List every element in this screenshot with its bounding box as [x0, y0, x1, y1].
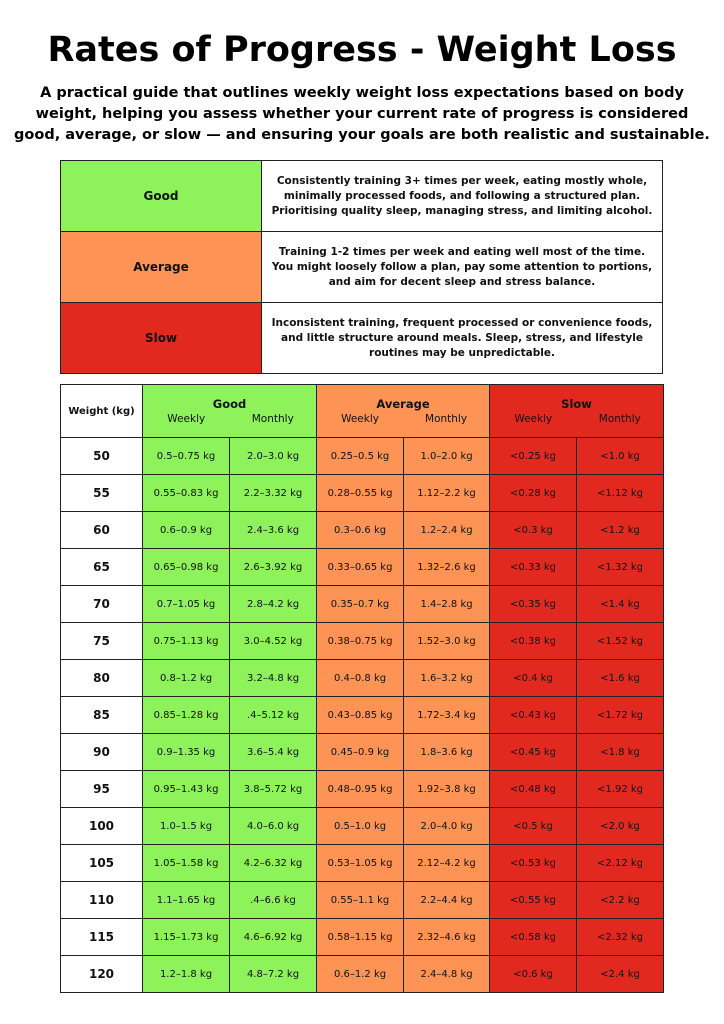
good-monthly-cell: 3.0–4.52 kg	[230, 623, 317, 660]
average-weekly-cell: 0.25–0.5 kg	[317, 438, 404, 475]
good-weekly-cell: 1.2–1.8 kg	[143, 956, 230, 993]
slow-monthly-cell: <1.2 kg	[577, 512, 664, 549]
average-monthly-cell: 1.52–3.0 kg	[404, 623, 490, 660]
good-weekly-cell: 0.95–1.43 kg	[143, 771, 230, 808]
average-weekly-cell: 0.6–1.2 kg	[317, 956, 404, 993]
slow-weekly-cell: <0.35 kg	[490, 586, 577, 623]
average-monthly-cell: 2.12–4.2 kg	[404, 845, 490, 882]
table-row	[61, 845, 664, 882]
table-row	[61, 919, 664, 956]
slow-weekly-cell: <0.3 kg	[490, 512, 577, 549]
average-weekly-cell: 0.3–0.6 kg	[317, 512, 404, 549]
weight-cell: 105	[61, 845, 143, 882]
legend-row-good	[61, 161, 663, 232]
table-row	[61, 623, 664, 660]
good-weekly-cell: 0.85–1.28 kg	[143, 697, 230, 734]
good-group-label: Good	[212, 397, 247, 411]
average-weekly-cell: 0.45–0.9 kg	[317, 734, 404, 771]
table-row	[61, 882, 664, 919]
good-weekly-cell: 0.65–0.98 kg	[143, 549, 230, 586]
good-monthly-cell: 4.8–7.2 kg	[230, 956, 317, 993]
good-weekly-cell: 0.5–0.75 kg	[143, 438, 230, 475]
average-weekly-cell: 0.28–0.55 kg	[317, 475, 404, 512]
weight-cell: 75	[61, 623, 143, 660]
average-monthly-cell: 2.0–4.0 kg	[404, 808, 490, 845]
average-monthly-cell: 1.92–3.8 kg	[404, 771, 490, 808]
weight-column-header: Weight (kg)	[61, 385, 143, 438]
average-monthly-cell: 1.8–3.6 kg	[404, 734, 490, 771]
average-weekly-cell: 0.33–0.65 kg	[317, 549, 404, 586]
good-monthly-cell: 3.2–4.8 kg	[230, 660, 317, 697]
slow-weekly-label: Weekly	[514, 413, 553, 425]
slow-monthly-cell: <2.32 kg	[577, 919, 664, 956]
rates-table-body	[61, 438, 664, 993]
slow-monthly-cell: <1.32 kg	[577, 549, 664, 586]
slow-weekly-cell: <0.28 kg	[490, 475, 577, 512]
average-column-header	[317, 385, 490, 438]
good-weekly-cell: 1.1–1.65 kg	[143, 882, 230, 919]
average-weekly-cell: 0.43–0.85 kg	[317, 697, 404, 734]
good-weekly-cell: 0.9–1.35 kg	[143, 734, 230, 771]
table-row	[61, 475, 664, 512]
legend-level-good: Good	[61, 161, 262, 232]
legend-row-slow	[61, 303, 663, 374]
average-monthly-cell: 2.4–4.8 kg	[404, 956, 490, 993]
weight-cell: 90	[61, 734, 143, 771]
average-monthly-cell: 1.72–3.4 kg	[404, 697, 490, 734]
legend-level-average: Average	[61, 232, 262, 303]
average-monthly-cell: 1.0–2.0 kg	[404, 438, 490, 475]
table-row	[61, 956, 664, 993]
average-weekly-cell: 0.58–1.15 kg	[317, 919, 404, 956]
slow-weekly-cell: <0.45 kg	[490, 734, 577, 771]
average-weekly-cell: 0.4–0.8 kg	[317, 660, 404, 697]
weight-cell: 55	[61, 475, 143, 512]
weight-cell: 115	[61, 919, 143, 956]
slow-weekly-cell: <0.53 kg	[490, 845, 577, 882]
good-monthly-cell: 4.0–6.0 kg	[230, 808, 317, 845]
slow-weekly-cell: <0.6 kg	[490, 956, 577, 993]
weight-cell: 85	[61, 697, 143, 734]
weight-cell: 100	[61, 808, 143, 845]
good-weekly-cell: 1.05–1.58 kg	[143, 845, 230, 882]
slow-monthly-cell: <1.6 kg	[577, 660, 664, 697]
weight-cell: 50	[61, 438, 143, 475]
slow-monthly-cell: <2.12 kg	[577, 845, 664, 882]
slow-weekly-cell: <0.5 kg	[490, 808, 577, 845]
slow-monthly-cell: <1.92 kg	[577, 771, 664, 808]
slow-monthly-cell: <1.72 kg	[577, 697, 664, 734]
legend-description-average: Training 1-2 times per week and eating well most of the time. You might loosely follow a plan, pay some attention to portions, and aim for decent sleep and stress balance.	[262, 232, 663, 303]
rates-header-row	[61, 385, 664, 438]
average-weekly-cell: 0.53–1.05 kg	[317, 845, 404, 882]
average-group-label: Average	[376, 397, 430, 411]
weight-cell: 95	[61, 771, 143, 808]
good-weekly-cell: 0.6–0.9 kg	[143, 512, 230, 549]
average-weekly-cell: 0.35–0.7 kg	[317, 586, 404, 623]
slow-monthly-cell: <2.4 kg	[577, 956, 664, 993]
good-weekly-cell: 0.7–1.05 kg	[143, 586, 230, 623]
table-row	[61, 512, 664, 549]
good-monthly-cell: 3.8–5.72 kg	[230, 771, 317, 808]
good-monthly-cell: 2.4–3.6 kg	[230, 512, 317, 549]
slow-monthly-cell: <1.0 kg	[577, 438, 664, 475]
legend-table	[60, 160, 663, 374]
good-weekly-cell: 1.15–1.73 kg	[143, 919, 230, 956]
rates-table	[60, 384, 664, 993]
table-row	[61, 734, 664, 771]
table-row	[61, 771, 664, 808]
good-monthly-cell: 4.6–6.92 kg	[230, 919, 317, 956]
page-title: Rates of Progress - Weight Loss	[47, 30, 677, 70]
table-row	[61, 549, 664, 586]
weight-cell: 65	[61, 549, 143, 586]
table-row	[61, 697, 664, 734]
good-monthly-cell: 2.0–3.0 kg	[230, 438, 317, 475]
average-monthly-cell: 1.32–2.6 kg	[404, 549, 490, 586]
legend-level-slow: Slow	[61, 303, 262, 374]
slow-weekly-cell: <0.48 kg	[490, 771, 577, 808]
table-row	[61, 660, 664, 697]
average-weekly-cell: 0.48–0.95 kg	[317, 771, 404, 808]
slow-monthly-cell: <1.12 kg	[577, 475, 664, 512]
slow-column-header	[490, 385, 664, 438]
page-subtitle: A practical guide that outlines weekly weight loss expectations based on body weight, helping you assess whether your current rate of progress is considered good, average, or slow — and ensuring your goals are both realistic and sustainable.	[14, 85, 710, 143]
slow-group-label: Slow	[561, 397, 592, 411]
good-monthly-cell: 3.6–5.4 kg	[230, 734, 317, 771]
weight-cell: 70	[61, 586, 143, 623]
legend-row-average	[61, 232, 663, 303]
slow-monthly-cell: <1.4 kg	[577, 586, 664, 623]
slow-weekly-cell: <0.4 kg	[490, 660, 577, 697]
table-row	[61, 808, 664, 845]
good-weekly-cell: 0.75–1.13 kg	[143, 623, 230, 660]
average-monthly-cell: 1.6–3.2 kg	[404, 660, 490, 697]
slow-monthly-label: Monthly	[598, 413, 641, 425]
slow-weekly-cell: <0.55 kg	[490, 882, 577, 919]
slow-monthly-cell: <1.52 kg	[577, 623, 664, 660]
slow-weekly-cell: <0.58 kg	[490, 919, 577, 956]
weight-cell: 60	[61, 512, 143, 549]
table-row	[61, 438, 664, 475]
slow-weekly-cell: <0.43 kg	[490, 697, 577, 734]
slow-weekly-cell: <0.38 kg	[490, 623, 577, 660]
good-column-header	[143, 385, 317, 438]
slow-monthly-cell: <2.2 kg	[577, 882, 664, 919]
good-weekly-label: Weekly	[167, 413, 206, 425]
average-weekly-cell: 0.5–1.0 kg	[317, 808, 404, 845]
good-monthly-cell: .4–6.6 kg	[230, 882, 317, 919]
average-monthly-cell: 1.2–2.4 kg	[404, 512, 490, 549]
weight-cell: 120	[61, 956, 143, 993]
good-monthly-cell: 2.2–3.32 kg	[230, 475, 317, 512]
average-weekly-cell: 0.55–1.1 kg	[317, 882, 404, 919]
average-weekly-label: Weekly	[341, 413, 379, 425]
good-weekly-cell: 0.8–1.2 kg	[143, 660, 230, 697]
slow-monthly-cell: <2.0 kg	[577, 808, 664, 845]
average-weekly-cell: 0.38–0.75 kg	[317, 623, 404, 660]
good-monthly-cell: 4.2–6.32 kg	[230, 845, 317, 882]
good-monthly-label: Monthly	[251, 413, 294, 425]
legend-description-good: Consistently training 3+ times per week, eating mostly whole, minimally processed foods, and following a structured plan. Prioritising quality sleep, managing stress, and limiting alcohol.	[262, 161, 663, 232]
average-monthly-label: Monthly	[425, 413, 468, 425]
good-weekly-cell: 1.0–1.5 kg	[143, 808, 230, 845]
slow-monthly-cell: <1.8 kg	[577, 734, 664, 771]
average-monthly-cell: 2.32–4.6 kg	[404, 919, 490, 956]
average-monthly-cell: 1.12–2.2 kg	[404, 475, 490, 512]
good-monthly-cell: 2.8–4.2 kg	[230, 586, 317, 623]
weight-cell: 80	[61, 660, 143, 697]
average-monthly-cell: 2.2–4.4 kg	[404, 882, 490, 919]
good-monthly-cell: .4–5.12 kg	[230, 697, 317, 734]
legend-description-slow: Inconsistent training, frequent processed or convenience foods, and little structure around meals. Sleep, stress, and lifestyle routines may be unpredictable.	[262, 303, 663, 374]
table-row	[61, 586, 664, 623]
slow-weekly-cell: <0.25 kg	[490, 438, 577, 475]
slow-weekly-cell: <0.33 kg	[490, 549, 577, 586]
good-monthly-cell: 2.6–3.92 kg	[230, 549, 317, 586]
weight-cell: 110	[61, 882, 143, 919]
average-monthly-cell: 1.4–2.8 kg	[404, 586, 490, 623]
good-weekly-cell: 0.55–0.83 kg	[143, 475, 230, 512]
